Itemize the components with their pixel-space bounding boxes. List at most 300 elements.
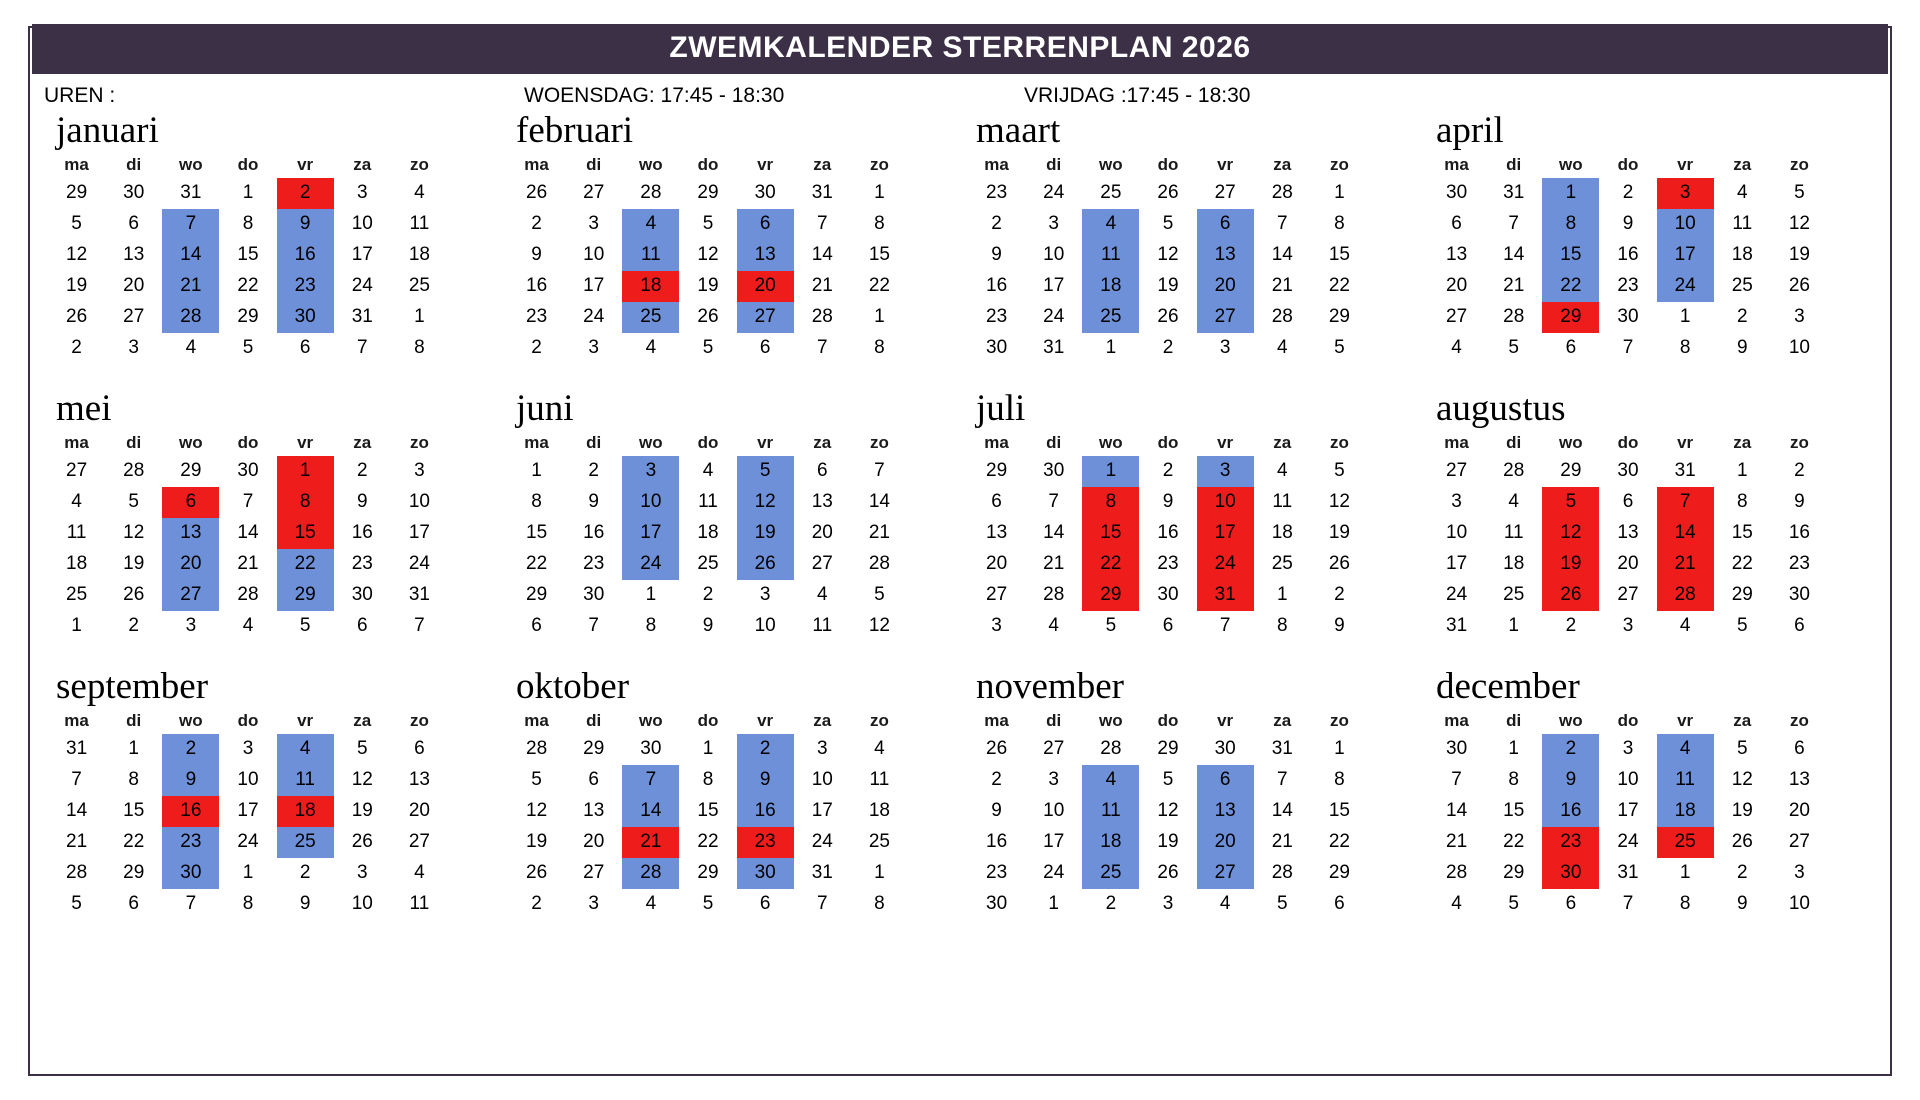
day-cell-other-month: 5 (1334, 337, 1345, 359)
weekday-header: za (1733, 710, 1752, 730)
weekday-header-row (1428, 431, 1828, 456)
month-title: oktober (516, 665, 630, 707)
day-cell-highlight-red: 31 (1197, 580, 1254, 611)
day-cell: 26 (1328, 553, 1350, 575)
day-cell-highlight-red: 10 (1197, 487, 1254, 518)
day-cell: 17 (351, 244, 373, 266)
weekday-header: vr (757, 710, 774, 730)
day-cell: 6 (991, 491, 1002, 513)
month-table (1428, 153, 1828, 364)
day-cell-other-month: 4 (1276, 337, 1288, 359)
day-cell-highlight-blue: 17 (1657, 240, 1714, 271)
day-cell: 26 (1788, 275, 1810, 297)
day-cell: 14 (1271, 244, 1293, 266)
day-cell-other-month: 31 (811, 182, 833, 204)
day-cell: 17 (583, 275, 605, 297)
day-cell-other-month: 5 (1736, 615, 1748, 637)
day-cell-highlight-red: 5 (1542, 487, 1599, 518)
day-cell-other-month: 29 (180, 460, 202, 482)
day-cell-highlight-blue: 2 (162, 734, 219, 765)
day-cell: 20 (986, 553, 1008, 575)
month-title: februari (516, 110, 634, 151)
week-row (508, 858, 908, 889)
day-cell: 29 (1328, 862, 1350, 884)
day-cell-other-month: 30 (1214, 738, 1236, 760)
week-row (508, 271, 908, 302)
weekday-header: wo (179, 154, 203, 174)
day-cell-other-month: 7 (1622, 893, 1634, 915)
weekday-header-row (48, 431, 448, 456)
day-cell: 14 (1446, 800, 1468, 822)
weekday-header: zo (409, 710, 429, 730)
day-cell-highlight-blue: 27 (737, 302, 794, 333)
day-cell-highlight-blue: 11 (1082, 796, 1139, 827)
month-title: april (1436, 110, 1504, 151)
day-cell-highlight-blue: 20 (162, 549, 219, 580)
day-cell-other-month: 7 (414, 615, 425, 637)
weekday-header-row (968, 431, 1368, 456)
weekday-header: vr (1677, 710, 1694, 730)
day-cell: 30 (986, 337, 1008, 359)
week-row (508, 240, 908, 271)
day-cell: 24 (1446, 584, 1468, 606)
day-cell-other-month: 6 (128, 893, 139, 915)
day-cell: 6 (1794, 738, 1805, 760)
day-cell-other-month: 30 (1043, 460, 1065, 482)
day-cell: 8 (1334, 213, 1345, 235)
day-cell: 9 (991, 800, 1002, 822)
day-cell-highlight-blue: 30 (737, 858, 794, 889)
weekday-header: ma (1444, 710, 1469, 730)
day-cell-other-month: 6 (759, 337, 771, 359)
day-cell-other-month: 3 (356, 862, 368, 884)
weekday-header: ma (1444, 432, 1469, 452)
day-cell-highlight-red: 26 (1542, 580, 1599, 611)
day-cell: 15 (237, 244, 259, 266)
day-cell-other-month: 1 (414, 306, 425, 328)
day-cell-highlight-blue: 16 (1542, 796, 1599, 827)
weekday-header: do (237, 710, 259, 730)
day-cell: 26 (526, 862, 548, 884)
day-cell: 12 (351, 769, 373, 791)
day-cell: 10 (1617, 769, 1639, 791)
day-cell-highlight-blue: 11 (277, 765, 334, 796)
day-cell: 8 (1334, 769, 1345, 791)
day-cell-highlight-red: 29 (1542, 302, 1599, 333)
day-cell: 23 (583, 553, 605, 575)
day-cell: 1 (242, 182, 254, 204)
week-row (508, 889, 908, 920)
day-cell-other-month: 1 (1105, 337, 1117, 359)
day-cell: 12 (526, 800, 548, 822)
day-cell: 12 (123, 522, 145, 544)
weekday-header: ma (1444, 154, 1469, 174)
day-cell: 15 (526, 522, 548, 544)
day-cell: 7 (874, 460, 885, 482)
day-cell: 15 (868, 244, 890, 266)
day-cell: 1 (702, 738, 714, 760)
day-cell-other-month: 3 (759, 584, 771, 606)
weekday-header: zo (409, 432, 429, 452)
day-cell: 22 (526, 553, 548, 575)
day-cell: 6 (588, 769, 599, 791)
weekday-header: do (1617, 432, 1639, 452)
day-cell-highlight-red: 19 (1542, 549, 1599, 580)
day-cell-other-month: 30 (1446, 182, 1468, 204)
day-cell: 26 (66, 306, 88, 328)
day-cell-other-month: 29 (1157, 738, 1179, 760)
day-cell: 9 (991, 244, 1002, 266)
day-cell-highlight-blue: 28 (622, 858, 679, 889)
day-cell-other-month: 6 (1794, 615, 1805, 637)
week-row (508, 611, 908, 642)
day-cell: 11 (1503, 522, 1524, 544)
day-cell: 10 (1446, 522, 1468, 544)
day-cell: 7 (1451, 769, 1462, 791)
day-cell: 17 (1043, 275, 1065, 297)
day-cell: 14 (237, 522, 259, 544)
day-cell: 16 (1788, 522, 1810, 544)
weekday-header: do (237, 154, 259, 174)
day-cell: 10 (408, 491, 430, 513)
day-cell: 23 (1157, 553, 1179, 575)
weekday-header: di (586, 710, 602, 730)
day-cell-highlight-blue: 9 (277, 209, 334, 240)
day-cell: 4 (71, 491, 82, 513)
week-row (968, 178, 1368, 209)
weekday-header: di (126, 432, 142, 452)
day-cell-other-month: 3 (1794, 862, 1805, 884)
day-cell: 29 (697, 862, 719, 884)
day-cell: 4 (1736, 182, 1748, 204)
weekday-header: do (1617, 154, 1639, 174)
day-cell: 24 (1043, 862, 1065, 884)
day-cell-other-month: 23 (986, 182, 1008, 204)
day-cell-other-month: 8 (1276, 615, 1288, 637)
day-cell: 23 (526, 306, 548, 328)
day-cell: 30 (986, 893, 1008, 915)
day-cell-other-month: 4 (1048, 615, 1059, 637)
day-cell-highlight-blue: 24 (622, 549, 679, 580)
day-cell-other-month: 31 (1271, 738, 1293, 760)
weekday-header: za (353, 432, 372, 452)
day-cell: 8 (1508, 769, 1519, 791)
day-cell-highlight-blue: 2 (737, 734, 794, 765)
day-cell-other-month: 27 (66, 460, 88, 482)
day-cell-highlight-blue: 12 (737, 487, 794, 518)
weekday-header: di (586, 432, 602, 452)
weekday-header-row (48, 153, 448, 178)
day-cell-highlight-blue: 7 (622, 765, 679, 796)
day-cell-highlight-blue: 6 (1197, 209, 1254, 240)
day-cell: 23 (1788, 553, 1810, 575)
day-cell-highlight-blue: 27 (1197, 858, 1254, 889)
day-cell-other-month: 30 (640, 738, 662, 760)
day-cell: 29 (123, 862, 145, 884)
day-cell-highlight-blue: 20 (1197, 827, 1254, 858)
day-cell-other-month: 3 (991, 615, 1002, 637)
day-cell: 12 (1788, 213, 1810, 235)
day-cell-other-month: 30 (123, 182, 145, 204)
day-cell: 3 (588, 213, 599, 235)
day-cell: 28 (1503, 306, 1525, 328)
day-cell-other-month: 8 (242, 893, 254, 915)
day-cell-other-month: 31 (1674, 460, 1696, 482)
weekday-header: za (813, 710, 832, 730)
weekday-header-row (968, 709, 1368, 734)
day-cell: 3 (1451, 491, 1462, 513)
day-cell: 11 (66, 522, 87, 544)
day-cell-other-month: 2 (531, 337, 542, 359)
week-row (1428, 611, 1828, 642)
day-cell: 23 (986, 306, 1008, 328)
day-cell: 12 (1157, 800, 1179, 822)
day-cell: 19 (66, 275, 88, 297)
day-cell: 6 (414, 738, 425, 760)
day-cell: 10 (811, 769, 833, 791)
day-cell-other-month: 11 (812, 615, 833, 637)
day-cell: 16 (526, 275, 548, 297)
day-cell: 27 (811, 553, 833, 575)
week-row (508, 765, 908, 796)
week-row (48, 209, 448, 240)
week-row (968, 580, 1368, 611)
month-block (40, 665, 500, 920)
weekday-header-row (508, 431, 908, 456)
day-cell-highlight-blue: 28 (162, 302, 219, 333)
day-cell: 5 (1162, 769, 1174, 791)
month-title: juni (516, 387, 574, 429)
week-row (1428, 580, 1828, 611)
week-row (48, 580, 448, 611)
day-cell-other-month: 6 (356, 615, 368, 637)
day-cell-other-month: 5 (702, 893, 714, 915)
day-cell: 17 (1043, 831, 1065, 853)
week-row (968, 765, 1368, 796)
day-cell-other-month: 6 (531, 615, 542, 637)
hours-wednesday: WOENSDAG: 17:45 - 18:30 (524, 84, 785, 107)
weekday-header: do (237, 432, 259, 452)
week-row (48, 333, 448, 364)
day-cell: 2 (588, 460, 599, 482)
day-cell: 21 (868, 522, 890, 544)
day-cell: 19 (1731, 800, 1753, 822)
day-cell-highlight-red: 6 (162, 487, 219, 518)
day-cell: 25 (408, 275, 430, 297)
day-cell-other-month: 5 (1105, 615, 1117, 637)
week-row (968, 302, 1368, 333)
month-title: juli (976, 387, 1026, 429)
day-cell: 22 (237, 275, 259, 297)
week-row (968, 240, 1368, 271)
day-cell: 26 (351, 831, 373, 853)
hours-friday: VRIJDAG :17:45 - 18:30 (1024, 84, 1251, 107)
weekday-header: ma (64, 710, 89, 730)
day-cell-other-month: 5 (299, 615, 311, 637)
day-cell: 30 (1617, 306, 1639, 328)
month-table (1428, 431, 1828, 642)
day-cell-other-month: 2 (531, 893, 542, 915)
weekday-header-row (1428, 709, 1828, 734)
day-cell: 31 (811, 862, 833, 884)
day-cell-other-month: 5 (702, 337, 714, 359)
day-cell-highlight-blue: 25 (277, 827, 334, 858)
week-row (968, 611, 1368, 642)
weekday-header: do (1157, 154, 1179, 174)
day-cell: 5 (1162, 213, 1174, 235)
day-cell: 5 (356, 738, 368, 760)
day-cell-highlight-red: 24 (1197, 549, 1254, 580)
weekday-header: di (1506, 710, 1522, 730)
day-cell: 20 (1446, 275, 1468, 297)
day-cell-highlight-red: 17 (1197, 518, 1254, 549)
week-row (1428, 271, 1828, 302)
day-cell: 1 (128, 738, 139, 760)
day-cell: 12 (1157, 244, 1179, 266)
day-cell: 26 (1157, 306, 1179, 328)
day-cell: 2 (356, 460, 368, 482)
day-cell: 25 (697, 553, 719, 575)
day-cell: 3 (1622, 738, 1634, 760)
day-cell-other-month: 10 (1788, 337, 1810, 359)
weekday-header: wo (1099, 154, 1123, 174)
hours-row (30, 74, 1890, 112)
day-cell: 9 (1622, 213, 1634, 235)
weekday-header: ma (524, 710, 549, 730)
day-cell: 17 (237, 800, 259, 822)
day-cell-highlight-blue: 9 (1542, 765, 1599, 796)
day-cell: 18 (1731, 244, 1753, 266)
day-cell: 17 (1446, 553, 1468, 575)
day-cell-other-month: 5 (1508, 893, 1519, 915)
day-cell-other-month: 5 (874, 584, 885, 606)
day-cell: 2 (1794, 460, 1805, 482)
day-cell: 28 (1271, 306, 1293, 328)
month-table (508, 153, 908, 364)
day-cell: 7 (1048, 491, 1059, 513)
day-cell-highlight-blue: 26 (737, 549, 794, 580)
weekday-header: ma (984, 710, 1009, 730)
day-cell-other-month: 25 (1100, 182, 1122, 204)
day-cell-other-month: 3 (128, 337, 139, 359)
weekday-header: zo (869, 154, 889, 174)
day-cell-highlight-blue: 27 (162, 580, 219, 611)
month-block (500, 112, 960, 364)
weekday-header: di (126, 710, 142, 730)
day-cell: 26 (697, 306, 719, 328)
day-cell-other-month: 1 (1679, 862, 1691, 884)
weekday-header: za (353, 710, 372, 730)
week-row (968, 518, 1368, 549)
week-row (508, 456, 908, 487)
month-table (48, 709, 448, 920)
day-cell-highlight-red: 8 (1082, 487, 1139, 518)
day-cell-highlight-red: 1 (277, 456, 334, 487)
week-row (968, 889, 1368, 920)
day-cell-other-month: 2 (1162, 337, 1174, 359)
week-row (1428, 549, 1828, 580)
day-cell-highlight-red: 16 (162, 796, 219, 827)
day-cell-other-month: 26 (986, 738, 1008, 760)
day-cell-other-month: 3 (185, 615, 197, 637)
weekday-header: zo (1329, 710, 1349, 730)
day-cell: 27 (408, 831, 430, 853)
day-cell-other-month: 11 (409, 893, 430, 915)
day-cell-other-month: 4 (645, 337, 657, 359)
day-cell-highlight-blue: 18 (1082, 271, 1139, 302)
day-cell: 25 (868, 831, 890, 853)
day-cell-highlight-blue: 1 (1542, 178, 1599, 209)
week-row (48, 302, 448, 333)
weekday-header: wo (639, 710, 663, 730)
day-cell-other-month: 6 (1565, 337, 1577, 359)
week-row (968, 549, 1368, 580)
day-cell-other-month: 6 (1565, 893, 1577, 915)
day-cell-other-month: 8 (1679, 337, 1691, 359)
day-cell-highlight-blue: 2 (1542, 734, 1599, 765)
day-cell: 6 (816, 460, 828, 482)
day-cell: 21 (1271, 275, 1293, 297)
day-cell: 14 (1043, 522, 1065, 544)
day-cell: 7 (1508, 213, 1519, 235)
week-row (1428, 796, 1828, 827)
month-block (500, 387, 960, 642)
day-cell: 6 (128, 213, 139, 235)
day-cell: 5 (1334, 460, 1345, 482)
day-cell-other-month: 28 (1271, 182, 1293, 204)
day-cell: 12 (1328, 491, 1350, 513)
day-cell-highlight-blue: 3 (1197, 456, 1254, 487)
day-cell-highlight-red: 21 (622, 827, 679, 858)
day-cell: 18 (1503, 553, 1525, 575)
day-cell: 24 (1043, 306, 1065, 328)
weekday-header: di (1046, 154, 1062, 174)
day-cell: 9 (531, 244, 542, 266)
day-cell-other-month: 24 (1043, 182, 1065, 204)
day-cell-highlight-red: 22 (1082, 549, 1139, 580)
day-cell-other-month: 3 (588, 337, 599, 359)
month-block (40, 112, 500, 364)
day-cell-other-month: 1 (645, 584, 657, 606)
day-cell: 4 (702, 460, 714, 482)
month-block (960, 665, 1420, 920)
month-title: september (56, 665, 209, 707)
day-cell: 4 (1508, 491, 1519, 513)
week-row (508, 734, 908, 765)
day-cell-other-month: 31 (180, 182, 202, 204)
day-cell: 26 (1731, 831, 1753, 853)
weekday-header: wo (1099, 432, 1123, 452)
week-row (968, 209, 1368, 240)
weekday-header: wo (1099, 710, 1123, 730)
day-cell: 2 (1622, 182, 1634, 204)
day-cell: 24 (408, 553, 430, 575)
week-row (1428, 240, 1828, 271)
day-cell: 19 (526, 831, 548, 853)
weekday-header: wo (1559, 154, 1583, 174)
day-cell-other-month: 2 (1736, 306, 1748, 328)
day-cell-highlight-blue: 27 (1197, 302, 1254, 333)
day-cell-other-month: 12 (868, 615, 890, 637)
weekday-header: za (353, 154, 372, 174)
weekday-header: zo (869, 432, 889, 452)
weekday-header: vr (1217, 432, 1234, 452)
week-row (968, 827, 1368, 858)
day-cell: 20 (123, 275, 145, 297)
month-block (1420, 387, 1880, 642)
week-row (508, 796, 908, 827)
day-cell: 29 (526, 584, 548, 606)
